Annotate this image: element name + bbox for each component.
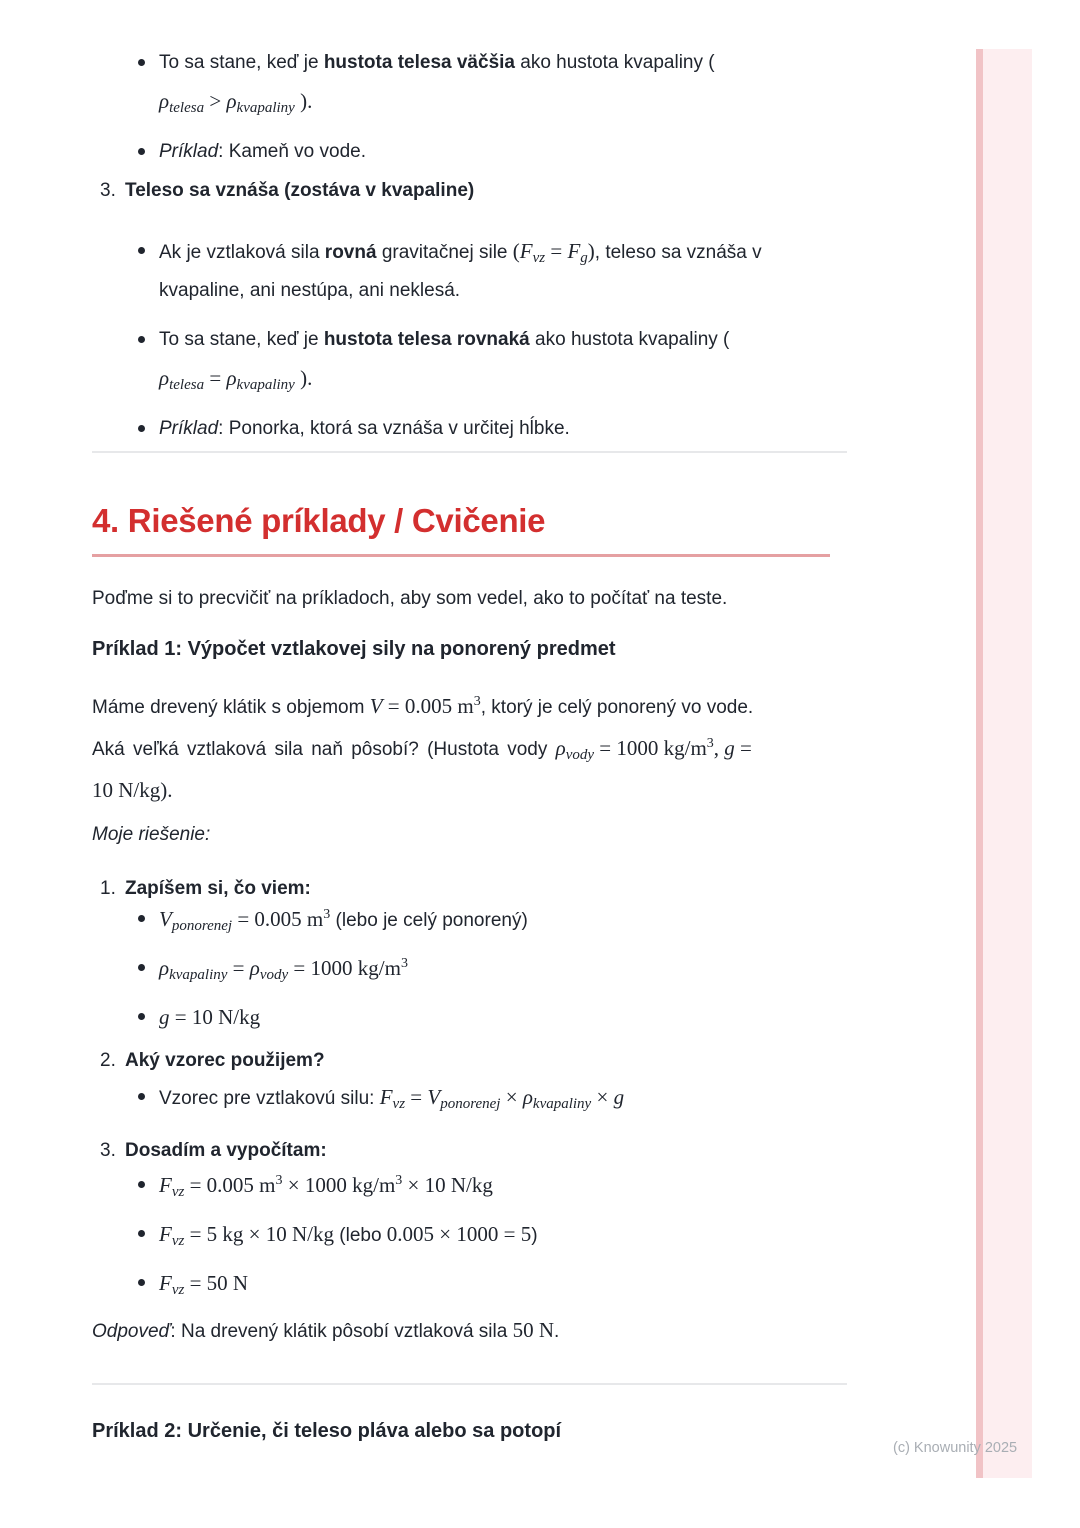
bullet-icon <box>138 336 145 343</box>
text-segment: F <box>159 1222 172 1246</box>
bullet-text <box>159 1076 832 1120</box>
text-segment: . <box>554 1321 560 1342</box>
text-segment: vz <box>392 1096 406 1112</box>
text-segment: × 1000 kg/m <box>282 1173 396 1197</box>
item-number: 2. <box>100 1050 116 1071</box>
step-2-heading <box>92 1046 832 1076</box>
text-segment: hustota telesa rovnaká <box>323 329 530 350</box>
text-segment: Odpoveď <box>92 1321 171 1342</box>
answer-paragraph <box>92 1310 832 1352</box>
text-segment: = 10 N/kg <box>169 1005 261 1029</box>
text-segment: telesa <box>169 100 205 116</box>
text-segment: kvapaliny <box>236 100 295 116</box>
text-segment: : Kameň vo vode. <box>218 141 367 162</box>
step-3-heading <box>92 1136 832 1166</box>
text-segment: Príklad <box>159 418 219 439</box>
bullet-list-sinking <box>92 44 832 182</box>
list-item <box>92 133 832 171</box>
bullet-text <box>159 947 832 991</box>
list-item <box>92 321 832 399</box>
text-segment: = 5 kg × 10 N/kg <box>184 1222 340 1246</box>
text-segment: ponorenej <box>440 1096 501 1112</box>
text-segment: = 0.005 m <box>382 694 474 718</box>
text-segment: rovná <box>324 242 377 263</box>
text-segment: : Na drevený klátik pôsobí vztlaková sila <box>170 1321 513 1342</box>
text-segment: 3 <box>275 1173 283 1188</box>
text-segment: (lebo <box>339 1225 387 1246</box>
list-item <box>92 1213 832 1257</box>
text-segment: ρ <box>226 89 237 113</box>
text-segment: vz <box>532 250 546 266</box>
text-segment: vz <box>171 1184 185 1200</box>
list-item <box>92 898 832 942</box>
text-segment: Máme drevený klátik s objemom <box>92 697 370 718</box>
bullet-text <box>159 410 832 448</box>
text-segment: kvapaline, ani nestúpa, ani neklesá. <box>159 280 461 301</box>
text-segment: × 10 N/kg <box>402 1173 493 1197</box>
text-segment: = <box>204 366 227 390</box>
text-segment: × <box>591 1085 614 1109</box>
text-segment: 3 <box>323 907 331 922</box>
text-segment: = <box>545 239 568 263</box>
text-segment: ) <box>531 1225 538 1246</box>
text-segment: g <box>613 1085 625 1109</box>
example1-body <box>92 686 844 812</box>
text-segment: Príklad <box>159 141 219 162</box>
text-segment: To sa stane, keď je <box>159 52 324 73</box>
bullet-icon <box>138 964 145 971</box>
text-segment: vz <box>171 1282 185 1298</box>
list-item <box>92 947 832 991</box>
heading-underline <box>92 554 830 557</box>
bullet-text <box>159 1164 832 1208</box>
bullet-icon <box>138 1181 145 1188</box>
section-divider <box>92 1383 847 1385</box>
text-segment: (lebo je celý ponorený) <box>330 910 528 931</box>
text-segment: ρ <box>159 956 170 980</box>
section-heading: 4. Riešené príklady / Cvičenie <box>92 502 546 539</box>
bullet-icon <box>138 1013 145 1020</box>
item-number: 3. <box>100 180 116 201</box>
item-number: 3. <box>100 1140 116 1161</box>
text-segment: V <box>159 907 172 931</box>
list-item <box>92 996 832 1040</box>
step-3-bullets <box>92 1164 832 1311</box>
text-segment: 0.005 × 1000 = 5 <box>386 1222 532 1246</box>
text-segment: g <box>724 736 735 760</box>
bullet-icon <box>138 915 145 922</box>
text-segment: kvapaliny <box>236 377 295 393</box>
bullet-icon <box>138 425 145 432</box>
bullet-icon <box>138 59 145 66</box>
lead-paragraph: Poďme si to precvičiť na príkladoch, aby som vedel, ako to počítať na teste. <box>92 588 728 609</box>
right-margin-bar <box>976 49 1032 1478</box>
list-item <box>92 410 832 448</box>
list-item <box>92 1164 832 1208</box>
bullet-icon <box>138 1093 145 1100</box>
bullet-text <box>159 996 832 1040</box>
numbered-item-3 <box>92 176 832 206</box>
item-title: Aký vzorec použijem? <box>125 1050 325 1071</box>
list-item <box>92 1076 832 1120</box>
text-segment: ρ <box>159 89 170 113</box>
text-segment: = 50 N <box>184 1271 249 1295</box>
bullet-icon <box>138 1279 145 1286</box>
text-segment: Aká veľká vztlaková sila naň pôsobí? (Hustota vody <box>92 739 556 760</box>
text-segment: 3 <box>395 1173 403 1188</box>
bullet-icon <box>138 1230 145 1237</box>
text-segment: ρ <box>226 366 237 390</box>
text-segment: gravitačnej sile <box>376 242 513 263</box>
text-segment: vody <box>565 747 595 763</box>
text-segment: = 0.005 m <box>184 1173 276 1197</box>
text-segment: ) <box>587 239 595 263</box>
text-segment: F <box>159 1271 172 1295</box>
text-segment: = <box>405 1085 428 1109</box>
text-segment: Ak je vztlaková sila <box>159 242 325 263</box>
text-segment: ponorenej <box>171 918 233 934</box>
list-item <box>92 1262 832 1306</box>
bullet-text <box>159 898 832 942</box>
section-divider <box>92 451 847 453</box>
text-segment: kvapaliny <box>532 1096 592 1112</box>
list-item <box>92 44 832 122</box>
text-segment: , ktorý je celý ponorený vo vode. <box>480 697 754 718</box>
text-segment: = 1000 kg/m <box>288 956 401 980</box>
bullet-icon <box>138 247 145 254</box>
solution-label: Moje riešenie: <box>92 824 211 845</box>
text-segment: = 0.005 m <box>232 907 324 931</box>
text-segment: , teleso sa vznáša v <box>594 242 762 263</box>
item-title: Zapíšem si, čo viem: <box>125 878 311 899</box>
text-segment: kvapaliny <box>169 967 228 983</box>
text-segment: ρ <box>159 366 170 390</box>
bullet-text <box>159 232 832 310</box>
list-item <box>92 232 832 310</box>
text-segment: F <box>159 1173 172 1197</box>
text-segment: ako hustota kvapaliny ( <box>514 52 715 73</box>
text-segment: hustota telesa väčšia <box>323 52 515 73</box>
text-segment: × <box>500 1085 523 1109</box>
step-2-bullets <box>92 1076 832 1125</box>
text-segment: ( <box>512 239 520 263</box>
text-segment: 3 <box>400 956 408 971</box>
text-segment: g <box>580 250 588 266</box>
text-segment: > <box>204 89 227 113</box>
text-segment: ρ <box>249 956 260 980</box>
text-segment: V <box>369 694 383 718</box>
text-segment: vody <box>259 967 289 983</box>
text-segment: ). <box>294 89 313 113</box>
text-segment: 50 N <box>512 1318 555 1342</box>
text-segment: : Ponorka, ktorá sa vznáša v určitej hĺbke. <box>218 418 570 439</box>
text-segment: ρ <box>522 1085 533 1109</box>
text-segment: 3 <box>706 736 714 751</box>
bullet-text <box>159 1213 832 1257</box>
bullet-text <box>159 44 832 122</box>
item-title: Teleso sa vznáša (zostáva v kvapaline) <box>125 180 475 201</box>
item-title: Dosadím a vypočítam: <box>125 1140 327 1161</box>
text-segment: = 1000 kg/m <box>594 736 707 760</box>
text-segment: ako hustota kvapaliny ( <box>529 329 730 350</box>
example1-heading: Príklad 1: Výpočet vztlakovej sily na ponorený predmet <box>92 638 616 660</box>
item-number: 1. <box>100 878 116 899</box>
text-segment: ). <box>294 366 313 390</box>
text-segment: Vzorec pre vztlakovú silu: <box>159 1088 380 1109</box>
text-segment: F <box>519 239 533 263</box>
text-segment: ρ <box>555 736 566 760</box>
bullet-text <box>159 321 832 399</box>
watermark: (c) Knowunity 2025 <box>893 1440 1018 1456</box>
text-segment: telesa <box>169 377 205 393</box>
text-segment: F <box>379 1085 393 1109</box>
text-segment: vz <box>171 1233 185 1249</box>
text-segment: F <box>567 239 581 263</box>
bullet-icon <box>138 148 145 155</box>
bullet-text <box>159 133 832 171</box>
text-segment: , <box>713 736 725 760</box>
text-segment: = <box>734 736 752 760</box>
text-segment: 10 N/kg). <box>92 778 173 802</box>
bullet-text <box>159 1262 832 1306</box>
text-segment: = <box>227 956 250 980</box>
text-segment: g <box>159 1005 170 1029</box>
text-segment: 3 <box>473 694 481 709</box>
bullet-list-floating <box>92 232 832 459</box>
step-1-bullets <box>92 898 832 1045</box>
text-segment: To sa stane, keď je <box>159 329 324 350</box>
text-segment: V <box>427 1085 441 1109</box>
example2-heading: Príklad 2: Určenie, či teleso pláva alebo sa potopí <box>92 1420 562 1442</box>
